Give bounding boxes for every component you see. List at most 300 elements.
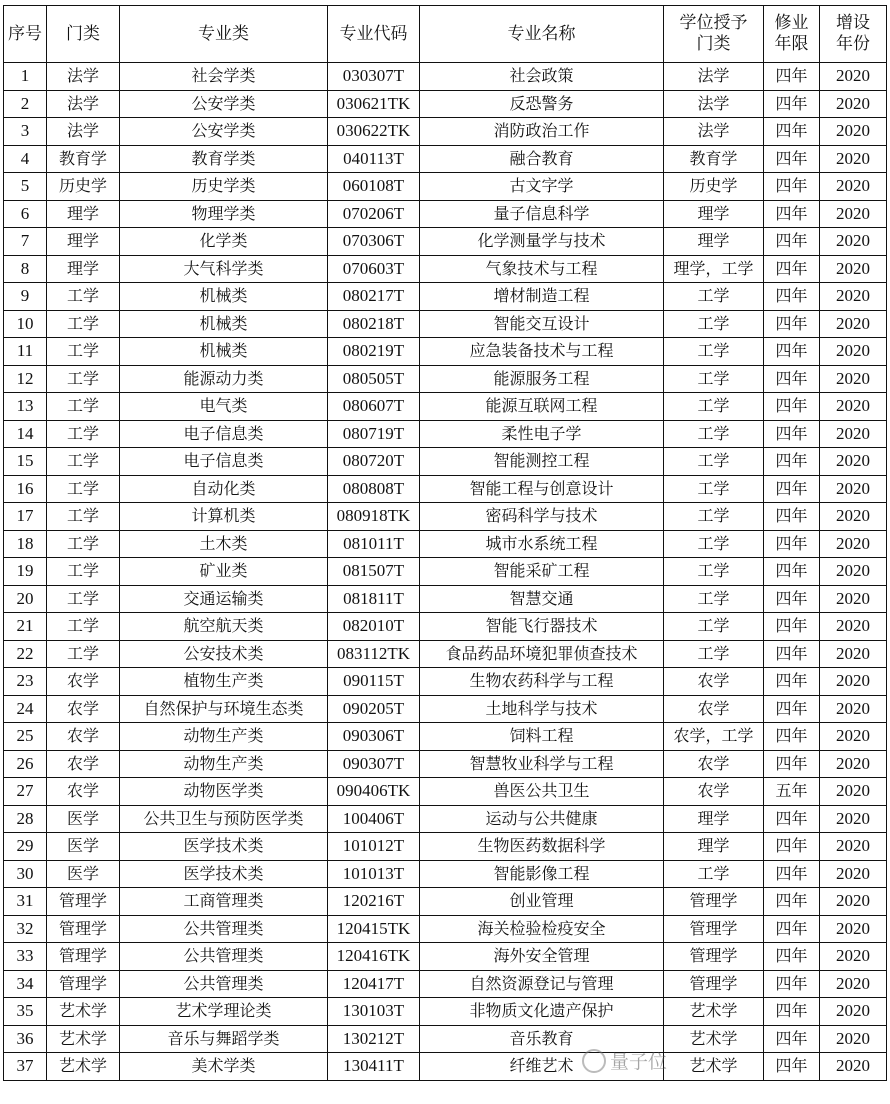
cell-degree-category: 工学 <box>664 448 764 476</box>
header-label: 修业年限 <box>774 13 809 54</box>
cell-degree-category: 工学 <box>664 530 764 558</box>
cell-duration: 四年 <box>764 943 820 971</box>
cell-major-name: 古文字学 <box>420 173 664 201</box>
cell-index: 13 <box>4 393 47 421</box>
cell-major-class: 机械类 <box>120 283 328 311</box>
table-row <box>4 310 887 338</box>
cell-year-added: 2020 <box>820 365 887 393</box>
cell-degree-category: 工学 <box>664 310 764 338</box>
cell-major-class: 公共管理类 <box>120 915 328 943</box>
majors-table <box>3 5 887 1081</box>
cell-index: 34 <box>4 970 47 998</box>
cell-major-name: 化学测量学与技术 <box>420 228 664 256</box>
cell-category: 工学 <box>47 640 120 668</box>
table-row <box>4 145 887 173</box>
cell-index: 23 <box>4 668 47 696</box>
table-row <box>4 998 887 1026</box>
cell-major-name: 海外安全管理 <box>420 943 664 971</box>
table-row <box>4 668 887 696</box>
cell-duration: 四年 <box>764 558 820 586</box>
cell-degree-category: 工学 <box>664 338 764 366</box>
cell-year-added: 2020 <box>820 613 887 641</box>
cell-index: 17 <box>4 503 47 531</box>
cell-degree-category: 艺术学 <box>664 1025 764 1053</box>
cell-degree-category: 工学 <box>664 558 764 586</box>
watermark <box>582 1047 667 1074</box>
cell-duration: 四年 <box>764 668 820 696</box>
cell-category: 工学 <box>47 503 120 531</box>
cell-major-class: 大气科学类 <box>120 255 328 283</box>
cell-index: 26 <box>4 750 47 778</box>
cell-year-added: 2020 <box>820 90 887 118</box>
table-row <box>4 860 887 888</box>
cell-year-added: 2020 <box>820 338 887 366</box>
cell-major-class: 公安学类 <box>120 118 328 146</box>
cell-degree-category: 农学，工学 <box>664 723 764 751</box>
cell-degree-category: 工学 <box>664 613 764 641</box>
cell-index: 21 <box>4 613 47 641</box>
cell-year-added: 2020 <box>820 228 887 256</box>
cell-major-class: 公共卫生与预防医学类 <box>120 805 328 833</box>
cell-year-added: 2020 <box>820 970 887 998</box>
cell-year-added: 2020 <box>820 723 887 751</box>
cell-year-added: 2020 <box>820 805 887 833</box>
cell-major-class: 交通运输类 <box>120 585 328 613</box>
cell-major-class: 社会学类 <box>120 63 328 91</box>
cell-category: 农学 <box>47 695 120 723</box>
cell-major-name: 城市水系统工程 <box>420 530 664 558</box>
header-major-code <box>328 6 420 63</box>
cell-major-name: 音乐教育 <box>420 1025 664 1053</box>
cell-category: 理学 <box>47 200 120 228</box>
cell-duration: 四年 <box>764 393 820 421</box>
cell-major-name: 智能交互设计 <box>420 310 664 338</box>
cell-major-code: 070206T <box>328 200 420 228</box>
cell-major-code: 080808T <box>328 475 420 503</box>
table-row <box>4 503 887 531</box>
cell-degree-category: 管理学 <box>664 915 764 943</box>
cell-major-class: 能源动力类 <box>120 365 328 393</box>
table-row <box>4 805 887 833</box>
table-row <box>4 393 887 421</box>
cell-major-class: 工商管理类 <box>120 888 328 916</box>
header-label: 专业代码 <box>339 23 408 44</box>
table-row <box>4 585 887 613</box>
cell-major-name: 饲料工程 <box>420 723 664 751</box>
cell-duration: 四年 <box>764 145 820 173</box>
cell-index: 2 <box>4 90 47 118</box>
cell-duration: 四年 <box>764 420 820 448</box>
cell-major-code: 070603T <box>328 255 420 283</box>
cell-major-name: 柔性电子学 <box>420 420 664 448</box>
cell-year-added: 2020 <box>820 943 887 971</box>
cell-major-code: 100406T <box>328 805 420 833</box>
cell-major-name: 兽医公共卫生 <box>420 778 664 806</box>
cell-major-class: 土木类 <box>120 530 328 558</box>
cell-year-added: 2020 <box>820 585 887 613</box>
cell-major-name: 创业管理 <box>420 888 664 916</box>
cell-major-name: 融合教育 <box>420 145 664 173</box>
header-row <box>4 6 887 63</box>
cell-degree-category: 管理学 <box>664 888 764 916</box>
table-row <box>4 1053 887 1081</box>
cell-major-code: 081011T <box>328 530 420 558</box>
cell-major-name: 智慧牧业科学与工程 <box>420 750 664 778</box>
cell-degree-category: 艺术学 <box>664 1053 764 1081</box>
cell-index: 28 <box>4 805 47 833</box>
cell-year-added: 2020 <box>820 833 887 861</box>
cell-major-code: 070306T <box>328 228 420 256</box>
cell-major-class: 音乐与舞蹈学类 <box>120 1025 328 1053</box>
cell-major-code: 120416TK <box>328 943 420 971</box>
cell-year-added: 2020 <box>820 668 887 696</box>
cell-duration: 四年 <box>764 998 820 1026</box>
cell-duration: 四年 <box>764 695 820 723</box>
cell-category: 艺术学 <box>47 998 120 1026</box>
table-row <box>4 420 887 448</box>
cell-year-added: 2020 <box>820 255 887 283</box>
cell-duration: 四年 <box>764 283 820 311</box>
cell-major-code: 130103T <box>328 998 420 1026</box>
cell-major-code: 082010T <box>328 613 420 641</box>
cell-degree-category: 工学 <box>664 283 764 311</box>
table-row <box>4 695 887 723</box>
cell-major-name: 智能工程与创意设计 <box>420 475 664 503</box>
cell-duration: 四年 <box>764 63 820 91</box>
cell-major-class: 植物生产类 <box>120 668 328 696</box>
cell-major-code: 080719T <box>328 420 420 448</box>
cell-year-added: 2020 <box>820 393 887 421</box>
cell-index: 4 <box>4 145 47 173</box>
cell-major-code: 081507T <box>328 558 420 586</box>
cell-category: 艺术学 <box>47 1053 120 1081</box>
cell-year-added: 2020 <box>820 173 887 201</box>
cell-major-name: 生物医药数据科学 <box>420 833 664 861</box>
cell-degree-category: 工学 <box>664 860 764 888</box>
cell-major-class: 电子信息类 <box>120 448 328 476</box>
cell-index: 12 <box>4 365 47 393</box>
table-row <box>4 915 887 943</box>
cell-major-class: 公共管理类 <box>120 970 328 998</box>
cell-major-code: 081811T <box>328 585 420 613</box>
cell-duration: 四年 <box>764 310 820 338</box>
cell-major-class: 公安技术类 <box>120 640 328 668</box>
cell-category: 工学 <box>47 585 120 613</box>
cell-major-code: 120415TK <box>328 915 420 943</box>
table-row <box>4 530 887 558</box>
cell-major-code: 120216T <box>328 888 420 916</box>
cell-category: 法学 <box>47 63 120 91</box>
cell-degree-category: 教育学 <box>664 145 764 173</box>
cell-major-class: 医学技术类 <box>120 833 328 861</box>
cell-year-added: 2020 <box>820 1053 887 1081</box>
cell-index: 5 <box>4 173 47 201</box>
cell-category: 管理学 <box>47 943 120 971</box>
table-row <box>4 723 887 751</box>
cell-index: 7 <box>4 228 47 256</box>
cell-year-added: 2020 <box>820 310 887 338</box>
cell-duration: 四年 <box>764 888 820 916</box>
cell-year-added: 2020 <box>820 860 887 888</box>
cell-duration: 四年 <box>764 860 820 888</box>
cell-major-class: 自然保护与环境生态类 <box>120 695 328 723</box>
cell-major-code: 090406TK <box>328 778 420 806</box>
cell-major-name: 生物农药科学与工程 <box>420 668 664 696</box>
table-row <box>4 118 887 146</box>
cell-index: 9 <box>4 283 47 311</box>
cell-major-class: 动物生产类 <box>120 750 328 778</box>
cell-category: 工学 <box>47 420 120 448</box>
cell-degree-category: 管理学 <box>664 943 764 971</box>
cell-year-added: 2020 <box>820 200 887 228</box>
cell-major-class: 动物生产类 <box>120 723 328 751</box>
table-row <box>4 228 887 256</box>
cell-degree-category: 工学 <box>664 503 764 531</box>
header-label: 专业类 <box>198 23 249 44</box>
cell-index: 32 <box>4 915 47 943</box>
cell-degree-category: 工学 <box>664 585 764 613</box>
cell-year-added: 2020 <box>820 145 887 173</box>
cell-duration: 四年 <box>764 338 820 366</box>
cell-category: 法学 <box>47 118 120 146</box>
cell-year-added: 2020 <box>820 503 887 531</box>
cell-major-code: 060108T <box>328 173 420 201</box>
cell-category: 管理学 <box>47 915 120 943</box>
cell-duration: 四年 <box>764 640 820 668</box>
header-label: 增设年份 <box>835 13 870 54</box>
cell-degree-category: 管理学 <box>664 970 764 998</box>
cell-category: 管理学 <box>47 970 120 998</box>
table-row <box>4 255 887 283</box>
cell-major-name: 智能飞行器技术 <box>420 613 664 641</box>
cell-duration: 四年 <box>764 750 820 778</box>
cell-major-class: 医学技术类 <box>120 860 328 888</box>
header-label: 门类 <box>66 23 100 44</box>
cell-year-added: 2020 <box>820 283 887 311</box>
cell-duration: 四年 <box>764 1053 820 1081</box>
cell-category: 医学 <box>47 833 120 861</box>
cell-major-code: 130212T <box>328 1025 420 1053</box>
cell-duration: 四年 <box>764 118 820 146</box>
cell-year-added: 2020 <box>820 998 887 1026</box>
cell-duration: 五年 <box>764 778 820 806</box>
cell-duration: 四年 <box>764 613 820 641</box>
cell-category: 农学 <box>47 778 120 806</box>
cell-degree-category: 工学 <box>664 393 764 421</box>
cell-index: 29 <box>4 833 47 861</box>
cell-degree-category: 艺术学 <box>664 998 764 1026</box>
cell-category: 工学 <box>47 448 120 476</box>
cell-degree-category: 法学 <box>664 118 764 146</box>
cell-category: 医学 <box>47 860 120 888</box>
table-row <box>4 833 887 861</box>
cell-index: 36 <box>4 1025 47 1053</box>
table-row <box>4 200 887 228</box>
cell-year-added: 2020 <box>820 695 887 723</box>
cell-duration: 四年 <box>764 255 820 283</box>
cell-major-code: 090306T <box>328 723 420 751</box>
cell-index: 31 <box>4 888 47 916</box>
cell-major-name: 社会政策 <box>420 63 664 91</box>
cell-major-name: 消防政治工作 <box>420 118 664 146</box>
cell-major-class: 物理学类 <box>120 200 328 228</box>
cell-index: 37 <box>4 1053 47 1081</box>
header-degree-category <box>664 6 764 63</box>
cell-category: 农学 <box>47 668 120 696</box>
cell-category: 农学 <box>47 723 120 751</box>
cell-major-class: 机械类 <box>120 338 328 366</box>
cell-major-code: 090115T <box>328 668 420 696</box>
cell-index: 18 <box>4 530 47 558</box>
cell-degree-category: 农学 <box>664 695 764 723</box>
table-row <box>4 943 887 971</box>
cell-major-class: 计算机类 <box>120 503 328 531</box>
cell-year-added: 2020 <box>820 750 887 778</box>
cell-major-name: 反恐警务 <box>420 90 664 118</box>
cell-major-class: 动物医学类 <box>120 778 328 806</box>
cell-degree-category: 工学 <box>664 475 764 503</box>
cell-major-class: 电子信息类 <box>120 420 328 448</box>
cell-major-name: 智能采矿工程 <box>420 558 664 586</box>
cell-year-added: 2020 <box>820 448 887 476</box>
cell-major-code: 101012T <box>328 833 420 861</box>
cell-year-added: 2020 <box>820 915 887 943</box>
cell-index: 11 <box>4 338 47 366</box>
cell-major-class: 美术学类 <box>120 1053 328 1081</box>
cell-duration: 四年 <box>764 173 820 201</box>
cell-major-name: 非物质文化遗产保护 <box>420 998 664 1026</box>
cell-degree-category: 理学，工学 <box>664 255 764 283</box>
cell-category: 工学 <box>47 365 120 393</box>
cell-major-code: 090205T <box>328 695 420 723</box>
table-row <box>4 970 887 998</box>
cell-major-code: 101013T <box>328 860 420 888</box>
cell-degree-category: 工学 <box>664 640 764 668</box>
cell-duration: 四年 <box>764 833 820 861</box>
cell-category: 医学 <box>47 805 120 833</box>
cell-major-name: 自然资源登记与管理 <box>420 970 664 998</box>
cell-major-name: 土地科学与技术 <box>420 695 664 723</box>
table-row <box>4 1025 887 1053</box>
header-label: 序号 <box>8 23 42 44</box>
cell-major-code: 080218T <box>328 310 420 338</box>
cell-duration: 四年 <box>764 1025 820 1053</box>
cell-index: 10 <box>4 310 47 338</box>
cell-index: 25 <box>4 723 47 751</box>
cell-duration: 四年 <box>764 228 820 256</box>
cell-major-code: 030622TK <box>328 118 420 146</box>
cell-major-code: 040113T <box>328 145 420 173</box>
cell-major-class: 教育学类 <box>120 145 328 173</box>
cell-year-added: 2020 <box>820 1025 887 1053</box>
table-row <box>4 338 887 366</box>
cell-category: 艺术学 <box>47 1025 120 1053</box>
table-row <box>4 475 887 503</box>
cell-year-added: 2020 <box>820 778 887 806</box>
cell-degree-category: 法学 <box>664 90 764 118</box>
cell-duration: 四年 <box>764 585 820 613</box>
table-row <box>4 778 887 806</box>
cell-major-name: 气象技术与工程 <box>420 255 664 283</box>
cell-major-name: 海关检验检疫安全 <box>420 915 664 943</box>
table-row <box>4 448 887 476</box>
cell-duration: 四年 <box>764 970 820 998</box>
cell-major-class: 自动化类 <box>120 475 328 503</box>
cell-duration: 四年 <box>764 475 820 503</box>
cell-major-code: 030621TK <box>328 90 420 118</box>
cell-year-added: 2020 <box>820 888 887 916</box>
cell-duration: 四年 <box>764 805 820 833</box>
cell-year-added: 2020 <box>820 558 887 586</box>
cell-degree-category: 理学 <box>664 833 764 861</box>
cell-major-class: 公共管理类 <box>120 943 328 971</box>
header-label: 专业名称 <box>507 23 576 44</box>
table-row <box>4 283 887 311</box>
table-row <box>4 888 887 916</box>
table-row <box>4 558 887 586</box>
header-major-name <box>420 6 664 63</box>
cell-major-name: 智慧交通 <box>420 585 664 613</box>
cell-degree-category: 农学 <box>664 750 764 778</box>
cell-major-code: 120417T <box>328 970 420 998</box>
cell-index: 6 <box>4 200 47 228</box>
cell-index: 19 <box>4 558 47 586</box>
cell-major-name: 运动与公共健康 <box>420 805 664 833</box>
cell-index: 30 <box>4 860 47 888</box>
cell-major-code: 090307T <box>328 750 420 778</box>
cell-category: 理学 <box>47 228 120 256</box>
cell-duration: 四年 <box>764 90 820 118</box>
cell-major-code: 080918TK <box>328 503 420 531</box>
cell-major-name: 纤维艺术 <box>420 1053 664 1081</box>
cell-year-added: 2020 <box>820 63 887 91</box>
cell-index: 20 <box>4 585 47 613</box>
cell-duration: 四年 <box>764 448 820 476</box>
cell-duration: 四年 <box>764 503 820 531</box>
cell-major-code: 080720T <box>328 448 420 476</box>
cell-category: 农学 <box>47 750 120 778</box>
table-row <box>4 63 887 91</box>
cell-duration: 四年 <box>764 365 820 393</box>
header-duration <box>764 6 820 63</box>
table-row <box>4 640 887 668</box>
cell-major-name: 应急装备技术与工程 <box>420 338 664 366</box>
cell-category: 工学 <box>47 283 120 311</box>
cell-category: 工学 <box>47 530 120 558</box>
table-row <box>4 90 887 118</box>
cell-year-added: 2020 <box>820 475 887 503</box>
watermark-logo-icon <box>582 1049 606 1073</box>
cell-index: 24 <box>4 695 47 723</box>
cell-index: 3 <box>4 118 47 146</box>
cell-index: 27 <box>4 778 47 806</box>
header-category <box>47 6 120 63</box>
cell-major-class: 艺术学理论类 <box>120 998 328 1026</box>
cell-category: 理学 <box>47 255 120 283</box>
cell-index: 33 <box>4 943 47 971</box>
cell-major-code: 080217T <box>328 283 420 311</box>
cell-duration: 四年 <box>764 530 820 558</box>
table-row <box>4 613 887 641</box>
cell-category: 工学 <box>47 310 120 338</box>
cell-degree-category: 农学 <box>664 668 764 696</box>
header-index <box>4 6 47 63</box>
cell-major-class: 机械类 <box>120 310 328 338</box>
cell-major-name: 能源互联网工程 <box>420 393 664 421</box>
table-row <box>4 365 887 393</box>
cell-index: 8 <box>4 255 47 283</box>
header-year-added <box>820 6 887 63</box>
